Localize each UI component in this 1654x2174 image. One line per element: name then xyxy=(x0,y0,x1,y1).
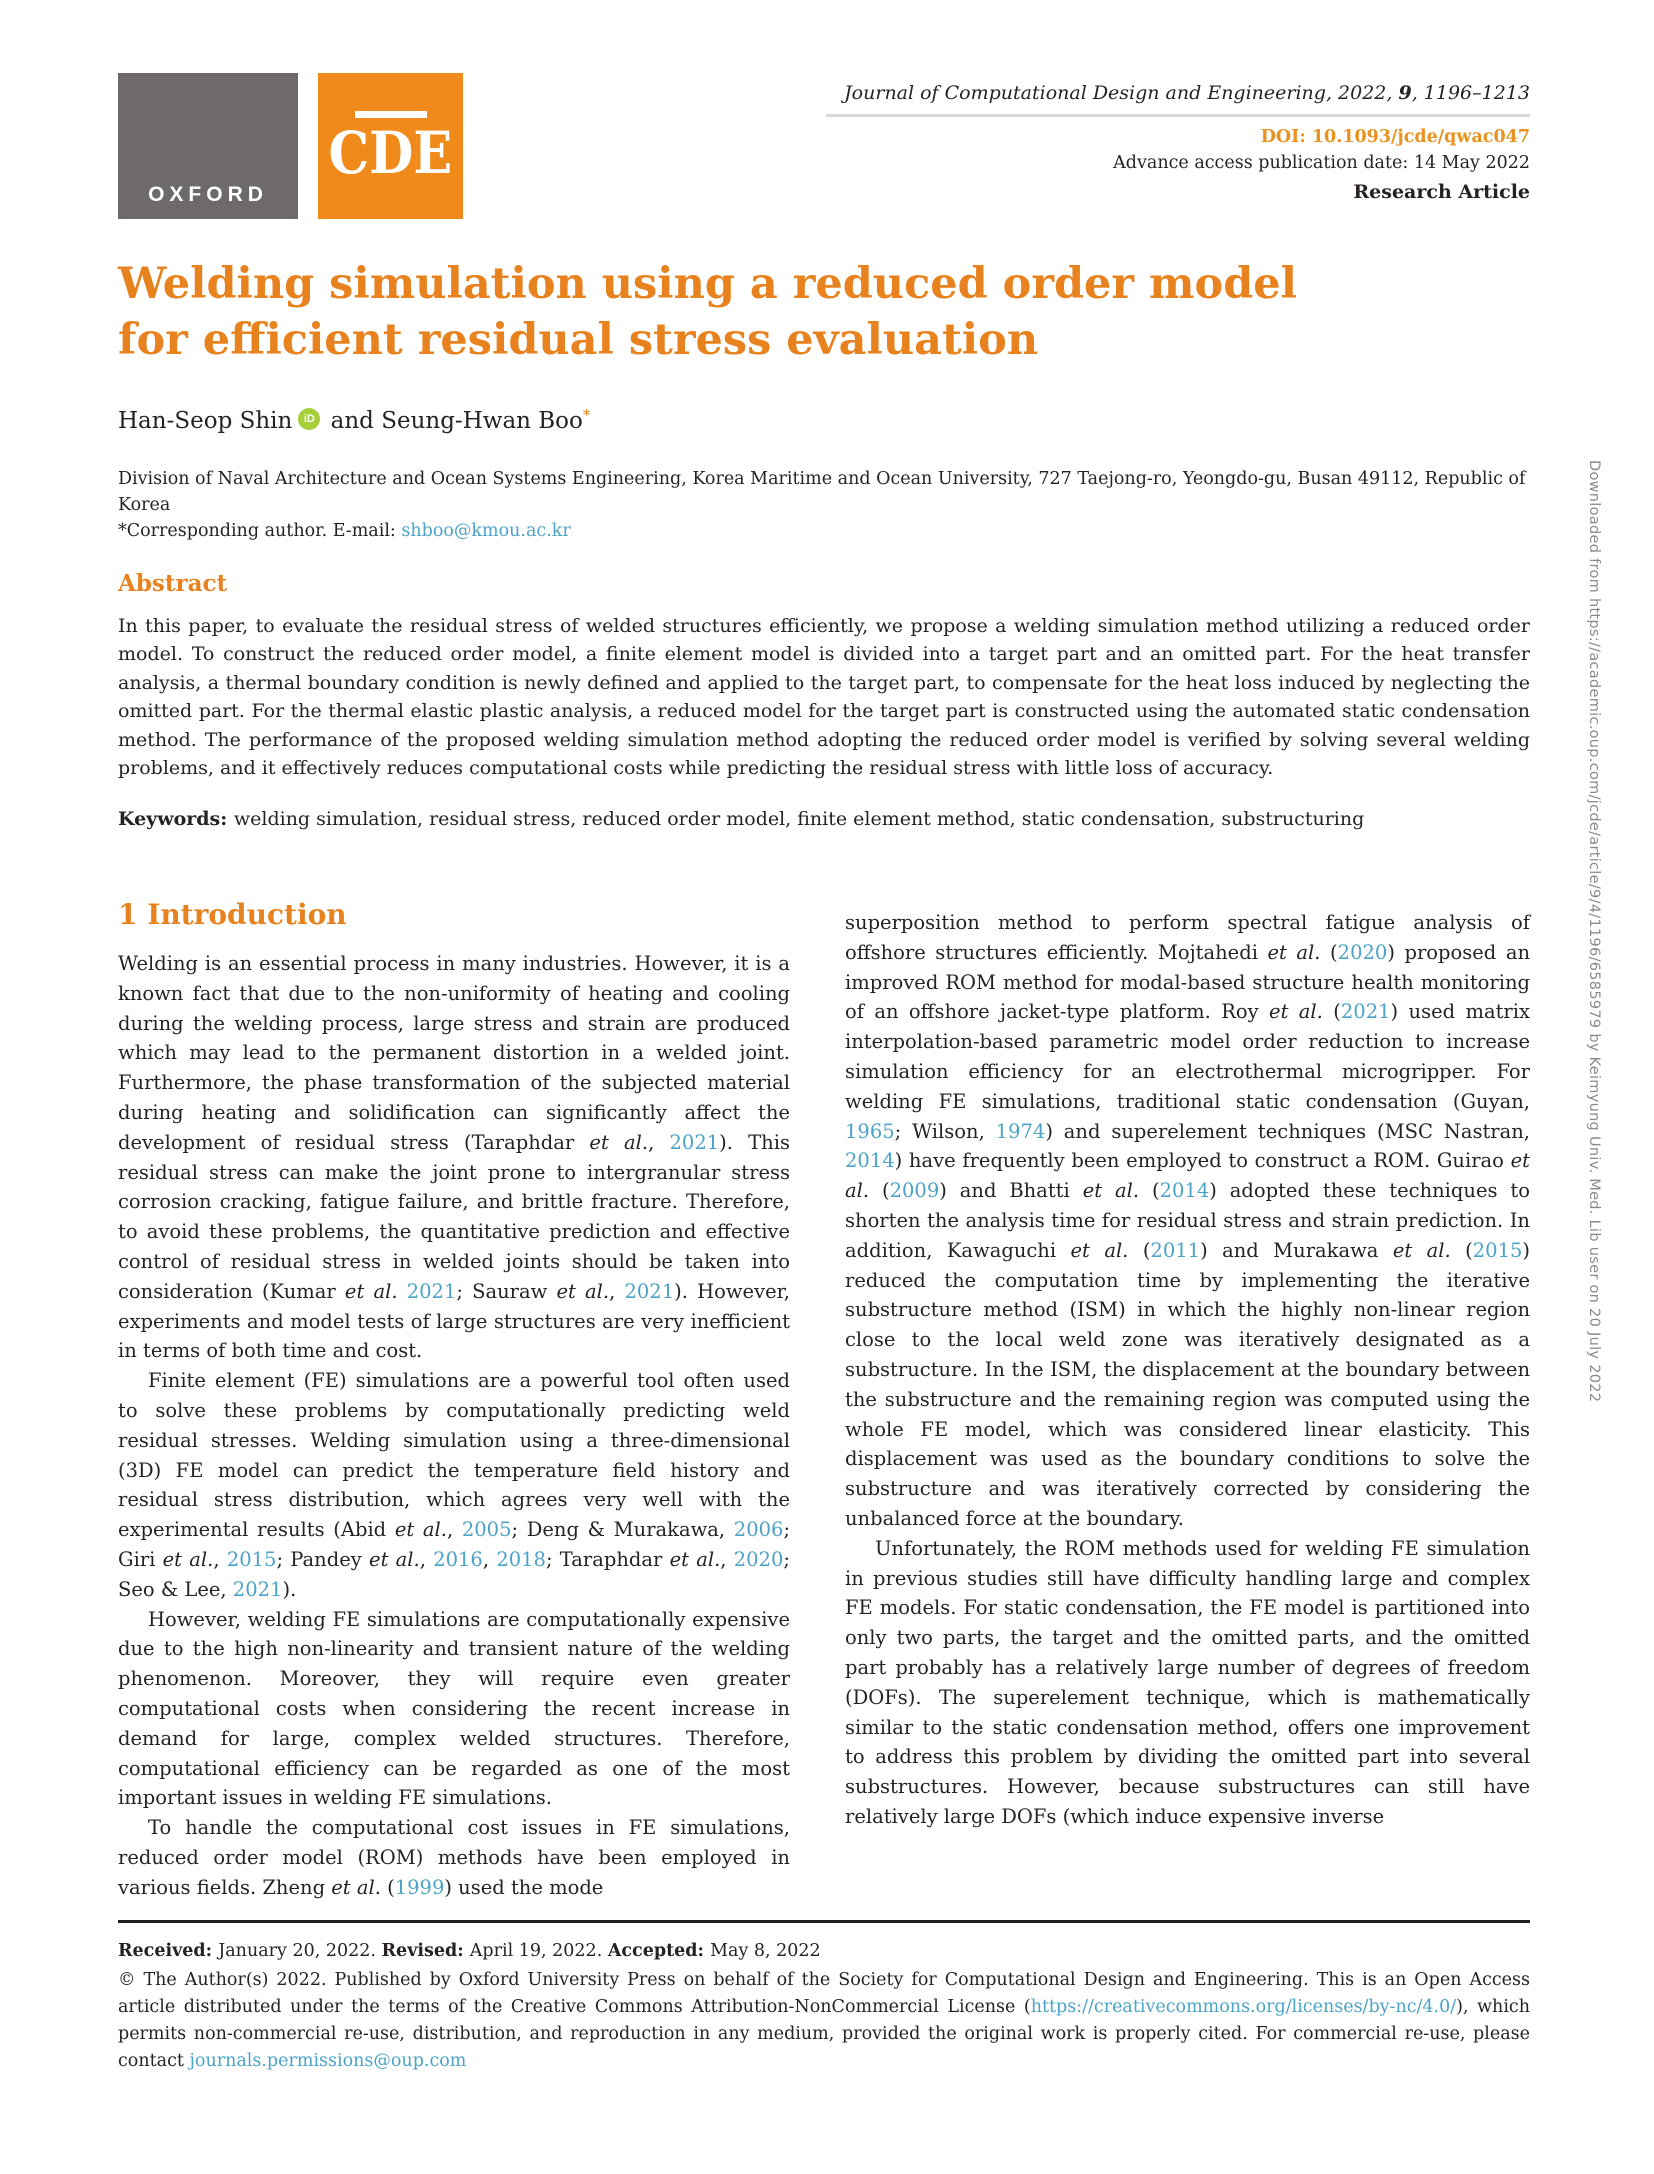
text-segment: May 8, 2022 xyxy=(710,1941,821,1961)
intro-right-paragraph-1 xyxy=(845,908,1530,1534)
text-segment: , xyxy=(609,1279,625,1303)
keywords-line xyxy=(118,808,1530,830)
text-segment: et al. xyxy=(1392,1238,1451,1262)
text-segment: *Corresponding author. E-mail: xyxy=(118,521,402,541)
introduction-right-column xyxy=(845,908,1530,1832)
intro-right-paragraph-2 xyxy=(845,1534,1530,1832)
journal-citation-line xyxy=(770,82,1530,105)
text-segment: et al. xyxy=(1267,940,1321,964)
inline-link[interactable]: 2006 xyxy=(733,1518,784,1542)
text-segment: Revised: xyxy=(381,1941,470,1961)
text-segment: welding simulation, residual stress, reduced order model, finite element method, static condensation, substructuring xyxy=(233,808,1365,831)
text-segment: Welding is an essential process in many industries. However, it is a known fact that due to the non-uniformity of heating and cooling during the welding process, large stress and strain are produced which may lead to the permanent distortion in a welded joint. Furthermore, the phase transformation of the subjected material during heating and solidification can significantly affect the development of residual stress (Taraphdar xyxy=(118,952,790,1154)
text-segment: ( xyxy=(869,1179,890,1203)
text-segment: ) and superelement techniques (MSC Nastran, xyxy=(1045,1119,1530,1143)
inline-link[interactable]: journals.permissions@oup.com xyxy=(189,2051,467,2071)
affiliation-block xyxy=(118,466,1530,544)
doi-link[interactable]: DOI: 10.1093/jcde/qwac047 xyxy=(1260,126,1530,147)
received-revised-accepted-line xyxy=(118,1938,1530,1965)
header-divider-rule xyxy=(826,114,1530,117)
text-segment: et al. xyxy=(394,1518,447,1542)
text-segment: ; Pandey xyxy=(276,1547,370,1571)
text-segment: et al. xyxy=(1269,1000,1323,1024)
text-segment: ) and Murakawa xyxy=(1200,1238,1393,1262)
affiliation-text: Division of Naval Architecture and Ocean Systems Engineering, Korea Maritime and Ocean University, 727 Taejong-ro, Yeongdo-gu, Busan 49112, Republic of Korea xyxy=(118,469,1526,515)
section-heading-introduction: 1 Introduction xyxy=(118,898,347,931)
inline-link[interactable]: 2021 xyxy=(406,1279,457,1303)
text-segment: et al. xyxy=(589,1130,649,1154)
oxford-university-press-logo xyxy=(118,73,298,219)
text-segment: ). xyxy=(282,1577,297,1601)
inline-link[interactable]: 2021 xyxy=(232,1577,283,1601)
abstract-heading: Abstract xyxy=(118,570,228,597)
text-segment: , xyxy=(720,1547,734,1571)
text-segment: ( xyxy=(380,1875,395,1899)
corresponding-author-line xyxy=(118,518,1530,544)
text-segment: ( xyxy=(1322,1000,1341,1024)
text-segment: April 19, 2022. xyxy=(469,1941,608,1961)
text-segment: , xyxy=(419,1547,434,1571)
text-segment: ) adopted these techniques to shorten the analysis time for residual stress and strain prediction. In addition, Kawaguchi xyxy=(845,1179,1531,1262)
intro-left-paragraph-2 xyxy=(118,1366,790,1604)
text-segment: et al. xyxy=(669,1547,721,1571)
inline-link[interactable]: 2018 xyxy=(496,1547,546,1571)
text-segment: et al. xyxy=(162,1547,214,1571)
inline-link[interactable]: 2015 xyxy=(1472,1238,1523,1262)
text-segment: ) used matrix interpolation-based parametric model order reduction to increase simulation efficiency for an electrothermal microgripper. For welding FE simulations, traditional static condensation (Guyan, xyxy=(845,1000,1530,1113)
text-segment: 9 xyxy=(1398,82,1412,104)
advance-access-date: Advance access publication date: 14 May 2022 xyxy=(1113,152,1530,173)
abstract-text: In this paper, to evaluate the residual stress of welded structures efficiently, we propose a welding simulation method utilizing a reduced order model. To construct the reduced order model, a finite element model is divided into a target part and an omitted part. For the heat transfer analysis, a thermal boundary condition is newly defined and applied to the target part, to compensate for the heat loss induced by neglecting the omitted part. For the thermal elastic plastic analysis, a reduced model for the target part is constructed using the automated static condensation method. The performance of the proposed welding simulation method adopting the reduced order model is verified by solving several welding problems, and it effectively reduces computational costs while predicting the residual stress with little loss of accuracy. xyxy=(118,615,1530,780)
inline-link[interactable]: 2020 xyxy=(733,1547,784,1571)
text-segment: ( xyxy=(1128,1238,1151,1262)
inline-link[interactable]: 2011 xyxy=(1150,1238,1201,1262)
text-segment: Journal of Computational Design and Engineering, 2022, xyxy=(844,82,1399,104)
inline-link[interactable]: 1999 xyxy=(394,1875,445,1899)
text-segment xyxy=(398,1280,407,1303)
text-segment: ( xyxy=(1450,1238,1473,1262)
text-segment: To handle the computational cost issues in FE simulations, reduced order model (ROM) methods have been employed in various fields. Zheng xyxy=(118,1816,790,1899)
text-segment: ; Taraphdar xyxy=(545,1547,670,1571)
text-segment: ; Wilson, xyxy=(894,1119,996,1143)
inline-link[interactable]: shboo@kmou.ac.kr xyxy=(401,521,571,541)
text-segment: et al. xyxy=(344,1279,398,1303)
inline-link[interactable]: 2015 xyxy=(226,1547,277,1571)
intro-left-paragraph-4 xyxy=(118,1813,790,1902)
inline-link[interactable]: 2014 xyxy=(1159,1179,1210,1203)
text-segment: et al. xyxy=(331,1875,381,1899)
text-segment: ; Deng & Murakawa, xyxy=(511,1518,734,1542)
inline-link[interactable]: 2016 xyxy=(433,1547,483,1571)
text-segment: ; Giri xyxy=(118,1518,791,1571)
text-segment: ) and Bhatti xyxy=(939,1179,1083,1203)
text-segment: Keywords: xyxy=(118,808,234,831)
inline-link[interactable]: 2014 xyxy=(845,1149,895,1173)
text-segment: © The Author(s) 2022. Published by Oxford University Press on behalf of the Society for Computational Design and Engineering. This is an Open Access article distributed under the terms of the Creative Commons Attribution-NonCommercial License ( xyxy=(118,1970,1530,2017)
journal-header xyxy=(770,82,1530,203)
text-segment: superposition method to perform spectral fatigue analysis of offshore structures efficiently. Mojtahedi xyxy=(845,911,1530,964)
article-footer xyxy=(118,1938,1530,2075)
oxford-logo-text: OXFORD xyxy=(148,183,268,206)
text-segment: However, welding FE simulations are computationally expensive due to the high non-linearity and transient nature of the welding phenomenon. Moreover, they will require even greater computational costs when considering the recent increase in demand for large, complex welded structures. Therefore, computational efficiency can be regarded as one of the most important issues in welding FE simulations. xyxy=(118,1607,790,1810)
text-segment: et al. xyxy=(369,1547,420,1571)
article-title-line2: for efficient residual stress evaluation xyxy=(118,315,1039,365)
intro-left-paragraph-1 xyxy=(118,949,790,1366)
author-name-1: Han-Seop Shin xyxy=(118,408,293,434)
text-segment: , 1196–1213 xyxy=(1411,82,1530,104)
text-segment: Received: xyxy=(118,1941,219,1961)
inline-link[interactable]: 2020 xyxy=(1337,940,1388,964)
inline-link[interactable]: https://creativecommons.org/licenses/by-nc/4.0/ xyxy=(1030,1997,1457,2017)
text-segment: January 20, 2022. xyxy=(218,1941,382,1961)
text-segment: ), which permits non-commercial re-use, distribution, and reproduction in any medium, provided the original work is properly cited. For commercial re-use, please contact xyxy=(118,1997,1530,2071)
text-segment: ) reduced the computation time by implementing the iterative substructure method (ISM) in which the highly non-linear region close to the local weld zone was iteratively designated as a substructure. In the ISM, the displacement at the boundary between the substructure and the remaining region was computed using the whole FE model, which was considered linear elasticity. This displacement was used as the boundary conditions to solve the substructure and was iteratively corrected by considering the unbalanced force at the boundary. xyxy=(845,1238,1530,1530)
corresponding-author-marker: * xyxy=(582,406,591,424)
text-segment: et al. xyxy=(1082,1179,1140,1203)
text-segment: , xyxy=(482,1547,497,1571)
text-segment: ; Sauraw xyxy=(456,1279,557,1303)
inline-link[interactable]: 2021 xyxy=(669,1130,720,1154)
article-title-line1: Welding simulation using a reduced order model xyxy=(118,259,1297,309)
cde-logo-text: CDE xyxy=(328,118,453,187)
inline-link[interactable]: 2009 xyxy=(889,1179,940,1203)
text-segment: ) have frequently been employed to construct a ROM. Guirao xyxy=(894,1149,1511,1173)
abstract-section xyxy=(118,570,1530,830)
cde-journal-logo xyxy=(318,73,463,219)
text-segment: Finite element (FE) simulations are a powerful tool often used to solve these problems by computationally predicting weld residual stresses. Welding simulation using a three-dimensional (3D) FE model can predict the temperature field history and residual stress distribution, which agrees very well with the experimental results (Abid xyxy=(118,1369,790,1542)
inline-link[interactable]: 1965 xyxy=(845,1119,895,1143)
text-segment: ( xyxy=(1139,1179,1160,1203)
text-segment: ). However, experiments and model tests of large structures are very inefficient in terms of both time and cost. xyxy=(118,1279,791,1363)
cde-logo-bar xyxy=(355,111,427,118)
text-segment: , xyxy=(213,1547,227,1571)
download-provenance-note: Downloaded from https://academic.oup.com/jcde/article/9/4/1196/6585979 by Keimyung Univ. Med. Lib user on 20 July 2022 xyxy=(1586,460,1602,1403)
text-segment: , xyxy=(648,1130,670,1154)
text-segment: Unfortunately, the ROM methods used for welding FE simulation in previous studies still have difficulty handling large and complex FE models. For static condensation, the FE model is partitioned into only two parts, the target and the omitted parts, and the omitted part probably has a relatively large number of degrees of freedom (DOFs). The superelement technique, which is mathematically similar to the static condensation method, offers one improvement to address this problem by dividing the omitted part into several substructures. However, because substructures can still have relatively large DOFs (which induce expensive inverse xyxy=(845,1536,1530,1828)
inline-link[interactable]: 2005 xyxy=(461,1518,512,1542)
article-title xyxy=(118,256,1318,368)
copyright-license-text xyxy=(118,1967,1530,2075)
introduction-left-column xyxy=(118,898,790,1903)
text-segment: ). This residual stress can make the joint prone to intergranular stress corrosion cracking, fatigue failure, and brittle fracture. Therefore, to avoid these problems, the quantitative prediction and effective control of residual stress in welded joints should be taken into consideration (Kumar xyxy=(118,1130,790,1303)
text-segment: et al. xyxy=(845,1149,1530,1203)
author-name-2: and Seung-Hwan Boo xyxy=(323,408,583,434)
text-segment: ) used the mode xyxy=(444,1875,604,1899)
orcid-id-icon[interactable]: iD xyxy=(298,408,320,430)
text-segment: et al. xyxy=(1070,1238,1129,1262)
text-segment: Accepted: xyxy=(607,1941,711,1961)
text-segment: et al. xyxy=(556,1279,610,1303)
text-segment: ( xyxy=(1320,940,1338,964)
intro-left-paragraph-3 xyxy=(118,1605,790,1814)
inline-link[interactable]: 1974 xyxy=(995,1119,1046,1143)
text-segment: ) proposed an improved ROM method for modal-based structure health monitoring of an offshore jacket-type platform. Roy xyxy=(845,940,1531,1024)
text-segment: , xyxy=(446,1518,462,1542)
inline-link[interactable]: 2021 xyxy=(1340,1000,1391,1024)
authors-line xyxy=(118,406,590,434)
footnote-divider-rule xyxy=(118,1920,1530,1923)
inline-link[interactable]: 2021 xyxy=(624,1279,675,1303)
article-type-label: Research Article xyxy=(1353,180,1530,203)
text-segment: ; Seo & Lee, xyxy=(118,1547,790,1601)
